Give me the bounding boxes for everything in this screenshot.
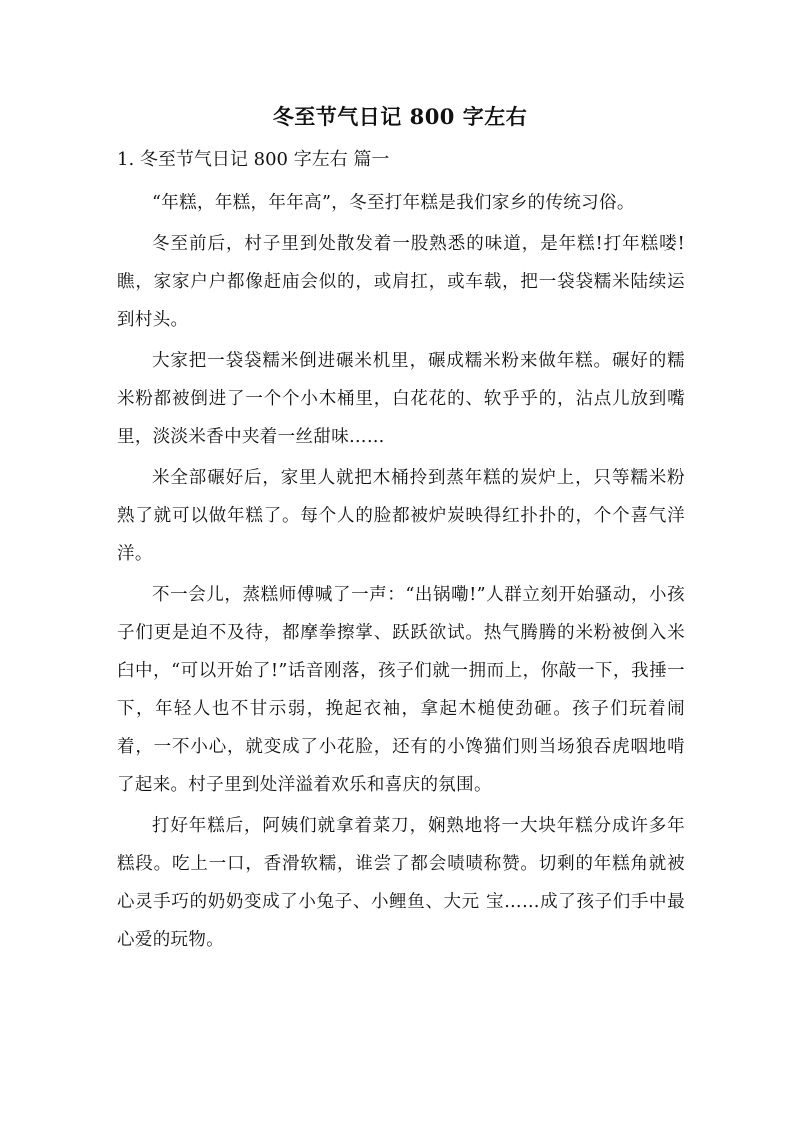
paragraph-4: 米全部碾好后，家里人就把木桶拎到蒸年糕的炭炉上，只等糯米粉熟了就可以做年糕了。每个人的脸都被炉炭映得红扑扑的，个个喜气洋洋。 [117, 468, 685, 564]
paragraph-1: “年糕，年糕，年年高”，冬至打年糕是我们家乡的传统习俗。 [152, 193, 635, 213]
section-heading: 1. 冬至节气日记 800 字左右 篇一 [117, 149, 390, 170]
paragraph-2: 冬至前后，村子里到处散发着一股熟悉的味道，是年糕!打年糕喽!瞧，家家户户都像赶庙会似的，或肩扛，或车载，把一袋袋糯米陆续运到村头。 [117, 234, 685, 330]
paragraph-3: 大家把一袋袋糯米倒进碾米机里，碾成糯米粉来做年糕。碾好的糯米粉都被倒进了一个个小木桶里，白花花的、软乎乎的，沾点儿放到嘴里，淡淡米香中夹着一丝甜味…… [117, 351, 685, 447]
paragraph-5: 不一会儿，蒸糕师傅喊了一声：“出锅嘞!”人群立刻开始骚动，小孩子们更是迫不及待，都摩拳擦掌、跃跃欲试。热气腾腾的米粉被倒入米臼中，“可以开始了!”话音刚落，孩子们就一拥而上，你敲一下，我捶一下，年轻人也不甘示弱，挽起衣袖，拿起木槌使劲砸。孩子们玩着闹着，一不小心，就变成了小花脸，还有的小馋猫们则当场狼吞虎咽地啃了起来。村子里到处洋溢着欢乐和喜庆的氛围。 [117, 585, 685, 795]
document-body [117, 184, 685, 962]
paragraph-6: 打好年糕后，阿姨们就拿着菜刀，娴熟地将一大块年糕分成许多年糕段。吃上一口，香滑软糯，谁尝了都会啧啧称赞。切剩的年糕角就被心灵手巧的奶奶变成了小兔子、小鲤鱼、大元 宝……成了孩子们手中最心爱的玩物。 [117, 816, 685, 950]
document-title: 冬至节气日记 800 字左右 [272, 104, 528, 129]
